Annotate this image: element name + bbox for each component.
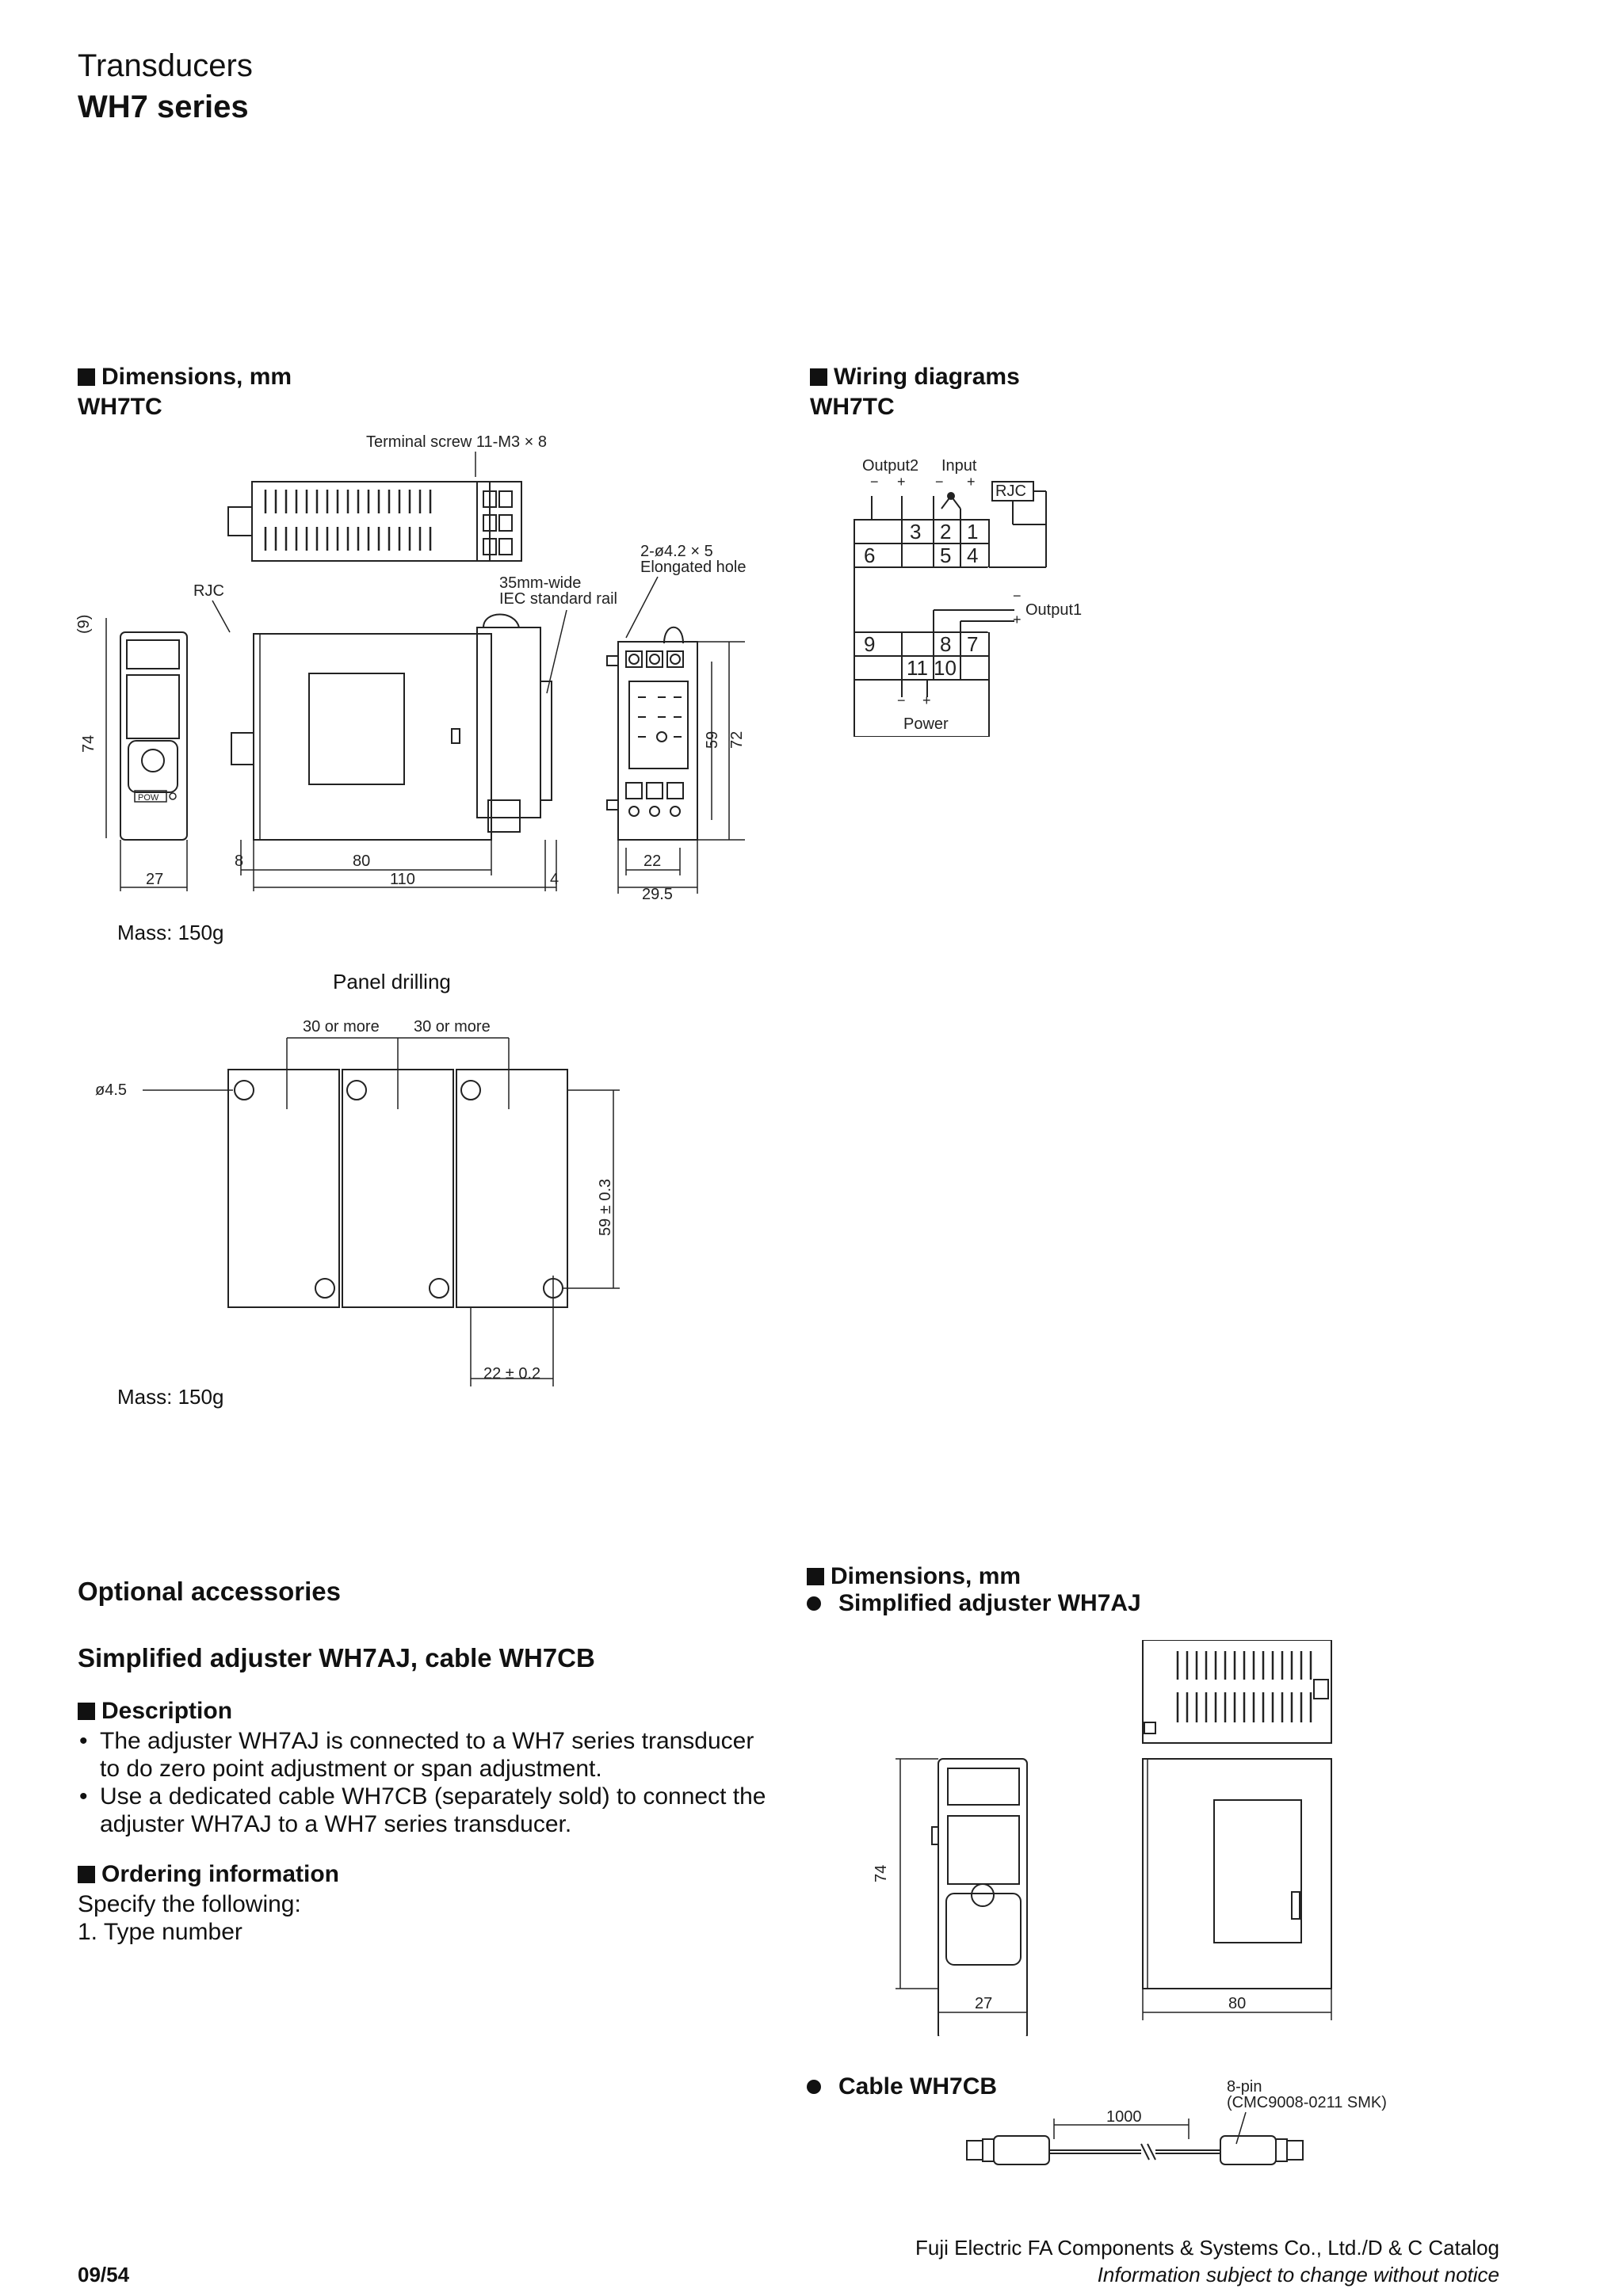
wiring-model: WH7TC <box>810 394 895 420</box>
terminal-4: 4 <box>967 543 979 567</box>
gap-1-label: 30 or more <box>303 1018 380 1035</box>
terminal-11: 11 <box>907 656 928 680</box>
footer-company: Fuji Electric FA Components & Systems Co., Ltd./D & C Catalog <box>915 2236 1499 2260</box>
terminal-1: 1 <box>967 520 979 543</box>
wh7aj-dimension-drawing <box>864 1640 1419 2036</box>
wh7tc-wiring-diagram <box>848 452 1133 737</box>
terminal-7: 7 <box>967 632 979 656</box>
front-view-body <box>120 632 187 840</box>
description-item: • Use a dedicated cable WH7CB (separately sold) to connect the adjuster WH7AJ to a WH7 series transducer. <box>78 1783 775 1838</box>
ordering-line-2: 1. Type number <box>78 1919 242 1945</box>
svg-text:−: − <box>897 692 906 708</box>
terminal-5: 5 <box>940 543 952 567</box>
ordering-heading: Ordering information <box>78 1860 339 1889</box>
output2-label: Output2 <box>862 457 919 475</box>
dim-110-label: 110 <box>390 871 415 888</box>
terminal-10: 10 <box>934 656 957 680</box>
square-bullet-icon <box>78 368 95 386</box>
adjuster-heading: Simplified adjuster WH7AJ <box>807 1589 1141 1618</box>
dim-72-label: 72 <box>728 730 746 749</box>
accessories-title: Optional accessories <box>78 1577 341 1606</box>
rail-label: 35mm-wide <box>499 574 582 592</box>
ordering-line-1: Specify the following: <box>78 1891 301 1917</box>
cable-heading: Cable WH7CB <box>807 2073 997 2101</box>
mass-label: Mass: 150g <box>117 921 224 944</box>
panel-drilling-title: Panel drilling <box>333 970 451 994</box>
svg-text:+: + <box>1013 612 1022 627</box>
wh7cb-cable-drawing <box>951 2076 1442 2171</box>
dim-80-label: 80 <box>353 852 371 870</box>
panel-cutout-1 <box>228 1070 339 1307</box>
description-list <box>78 1727 775 1838</box>
wh7tc-dimension-drawing <box>71 420 785 903</box>
terminal-8: 8 <box>940 632 952 656</box>
square-bullet-icon <box>810 368 827 386</box>
dim-29-5-label: 29.5 <box>642 886 673 903</box>
svg-text:+: + <box>897 474 906 490</box>
dim-8-label: 8 <box>235 852 244 870</box>
adjuster-top-view <box>1143 1640 1331 1743</box>
accessory-dimensions-heading: Dimensions, mm <box>807 1562 1021 1591</box>
rail-label-2: IEC standard rail <box>499 590 617 608</box>
gap-2-label: 30 or more <box>414 1018 491 1035</box>
pow-label: POW <box>138 793 159 803</box>
connector-label: 8-pin <box>1227 2078 1262 2096</box>
svg-text:−: − <box>1013 588 1022 604</box>
top-view-vents <box>265 490 430 551</box>
dimensions-heading: Dimensions, mm <box>78 363 292 391</box>
dim-4-label: 4 <box>550 871 559 888</box>
rjc-box-label: RJC <box>995 482 1026 500</box>
terminal-9: 9 <box>864 632 876 656</box>
dim-22-label: 22 <box>643 852 662 870</box>
square-bullet-icon <box>78 1866 95 1883</box>
horizontal-tolerance-label: 22 ± 0.2 <box>483 1365 541 1383</box>
accessories-subtitle: Simplified adjuster WH7AJ, cable WH7CB <box>78 1643 595 1672</box>
input-label: Input <box>941 457 977 475</box>
adjuster-dim-74-label: 74 <box>873 1864 890 1882</box>
svg-text:+: + <box>922 692 931 708</box>
dim-59-label: 59 <box>704 730 721 749</box>
dim-27-label: 27 <box>146 871 164 888</box>
top-view-body <box>252 482 490 561</box>
adjuster-dim-80-label: 80 <box>1228 1995 1247 2012</box>
power-label: Power <box>903 715 949 733</box>
dim-9-label: (9) <box>75 614 93 634</box>
svg-text:+: + <box>967 474 976 490</box>
description-item: • The adjuster WH7AJ is connected to a WH7 series transducer to do zero point adjustment or span adjustment. <box>78 1727 775 1783</box>
page-series-title: WH7 series <box>78 90 249 124</box>
svg-text:−: − <box>935 474 944 490</box>
terminal-6: 6 <box>864 543 876 567</box>
description-heading: Description <box>78 1697 232 1726</box>
dimensions-model: WH7TC <box>78 394 162 420</box>
round-bullet-icon <box>807 1596 821 1611</box>
square-bullet-icon <box>807 1568 824 1585</box>
panel-drilling-diagram <box>87 1006 642 1394</box>
page-category: Transducers <box>78 48 253 83</box>
vertical-tolerance-label: 59 ± 0.3 <box>597 1178 614 1236</box>
adjuster-dim-27-label: 27 <box>975 1995 993 2012</box>
hole-label: 2-ø4.2 × 5 <box>640 543 713 560</box>
connector-model-label: (CMC9008-0211 SMK) <box>1227 2094 1387 2111</box>
terminal-2: 2 <box>940 520 952 543</box>
dim-74-label: 74 <box>80 734 97 753</box>
terminal-screw-label: Terminal screw 11-M3 × 8 <box>366 433 548 451</box>
output1-label: Output1 <box>1025 601 1083 619</box>
square-bullet-icon <box>78 1703 95 1720</box>
round-bullet-icon <box>807 2080 821 2094</box>
svg-text:−: − <box>870 474 879 490</box>
hole-diameter-label: ø4.5 <box>95 1081 128 1099</box>
page-number: 09/54 <box>78 2263 130 2286</box>
terminal-3: 3 <box>910 520 922 543</box>
panel-cutout-3 <box>456 1070 567 1307</box>
panel-mass-label: Mass: 150g <box>117 1385 224 1409</box>
cable-length-label: 1000 <box>1106 2108 1142 2126</box>
footer-note: Information subject to change without notice <box>1097 2263 1499 2286</box>
rjc-label: RJC <box>193 582 224 600</box>
side-view-body <box>254 634 491 840</box>
wiring-heading: Wiring diagrams <box>810 363 1020 391</box>
adjuster-side-view <box>1143 1759 1331 1989</box>
hole-label-2: Elongated hole <box>640 559 747 576</box>
